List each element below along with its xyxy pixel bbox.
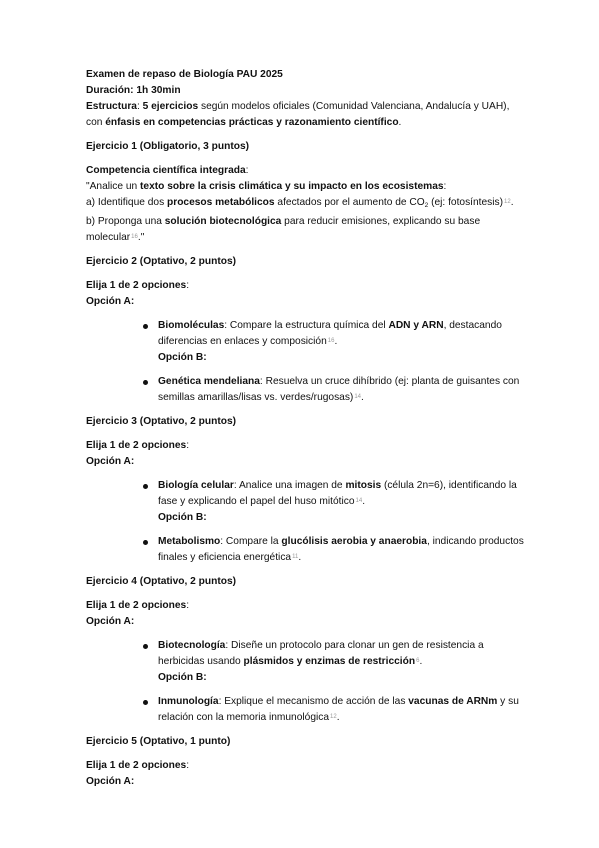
reference-marker: 16 <box>131 234 138 240</box>
reference-marker: 16 <box>327 338 335 344</box>
opcion-b-label: Opción B: <box>158 512 207 523</box>
ejercicio-1-prompt: "Analice un texto sobre la crisis climática y su impacto en los ecosistemas: <box>86 181 447 192</box>
ejercicio-5-heading: Ejercicio 5 (Optativo, 1 punto) <box>86 736 231 747</box>
bullet-icon <box>143 700 148 705</box>
ejercicio-4-heading: Ejercicio 4 (Optativo, 2 puntos) <box>86 576 237 587</box>
ejercicio-1-heading: Ejercicio 1 (Obligatorio, 3 puntos) <box>86 141 250 152</box>
ejercicio-1-part-a: a) Identifique dos procesos metabólicos afectados por el aumento de $CO_2$ (ej: fotosíntesis)$^{12}$. <box>86 197 514 209</box>
reference-marker: 6 <box>416 658 420 664</box>
bullet-icon <box>143 644 148 649</box>
reference-marker: 11 <box>292 554 299 560</box>
list-item: Biotecnología: Diseñe un protocolo para clonar un gen de resistencia a herbicidas usando plásmidos y enzimas de restricción$^6$. Opción B: <box>86 638 526 686</box>
list-item: Inmunología: Explique el mecanismo de acción de las vacunas de ARNm y su relación con la memoria inmunológica$^{12}$. <box>86 694 526 726</box>
bullet-icon <box>143 380 148 385</box>
reference-marker: 12 <box>504 199 511 205</box>
opcion-b-label: Opción B: <box>158 672 207 683</box>
estructura-line: Estructura: 5 ejercicios según modelos oficiales (Comunidad Valenciana, Andalucía y UAH), con énfasis en competencias prácticas y razonamiento científico. <box>86 101 510 128</box>
elija-line: Elija 1 de 2 opciones: <box>86 440 190 451</box>
reference-marker: 14 <box>354 394 362 400</box>
document-page <box>86 67 526 790</box>
ejercicio-2-heading: Ejercicio 2 (Optativo, 2 puntos) <box>86 256 237 267</box>
list-item: Biomoléculas: Compare la estructura química del ADN y ARN, destacando diferencias en enlaces y composición$^{16}$. Opción B: <box>86 318 526 366</box>
opcion-a-label: Opción A: <box>86 296 135 307</box>
list-item: Genética mendeliana: Resuelva un cruce dihíbrido (ej: planta de guisantes con semillas amarillas/lisas vs. verdes/rugosas)$^{14}$. <box>86 374 526 406</box>
reference-marker: 14 <box>355 498 363 504</box>
opcion-a-label: Opción A: <box>86 776 135 787</box>
duracion-line: Duración: 1h 30min <box>86 85 181 96</box>
competencia-heading: Competencia científica integrada: <box>86 165 249 176</box>
reference-marker: 12 <box>330 714 337 720</box>
ejercicio-3-heading: Ejercicio 3 (Optativo, 2 puntos) <box>86 416 237 427</box>
elija-line: Elija 1 de 2 opciones: <box>86 760 190 771</box>
elija-line: Elija 1 de 2 opciones: <box>86 280 190 291</box>
ejercicio-1-part-b: b) Proponga una solución biotecnológica para reducir emisiones, explicando su base molecular$^{16}$." <box>86 216 481 243</box>
bullet-icon <box>143 540 148 545</box>
opcion-a-label: Opción A: <box>86 456 135 467</box>
list-item: Biología celular: Analice una imagen de mitosis (célula 2n=6), identificando la fase y explicando el papel del huso mitótico$^{14}$. Opción B: <box>86 478 526 526</box>
bullet-icon <box>143 484 148 489</box>
opcion-a-label: Opción A: <box>86 616 135 627</box>
bullet-icon <box>143 324 148 329</box>
opcion-b-label: Opción B: <box>158 352 207 363</box>
elija-line: Elija 1 de 2 opciones: <box>86 600 190 611</box>
list-item: Metabolismo: Compare la glucólisis aerobia y anaerobia, indicando productos finales y eficiencia energética$^{11}$. <box>86 534 526 566</box>
document-title: Examen de repaso de Biología PAU 2025 <box>86 69 283 80</box>
